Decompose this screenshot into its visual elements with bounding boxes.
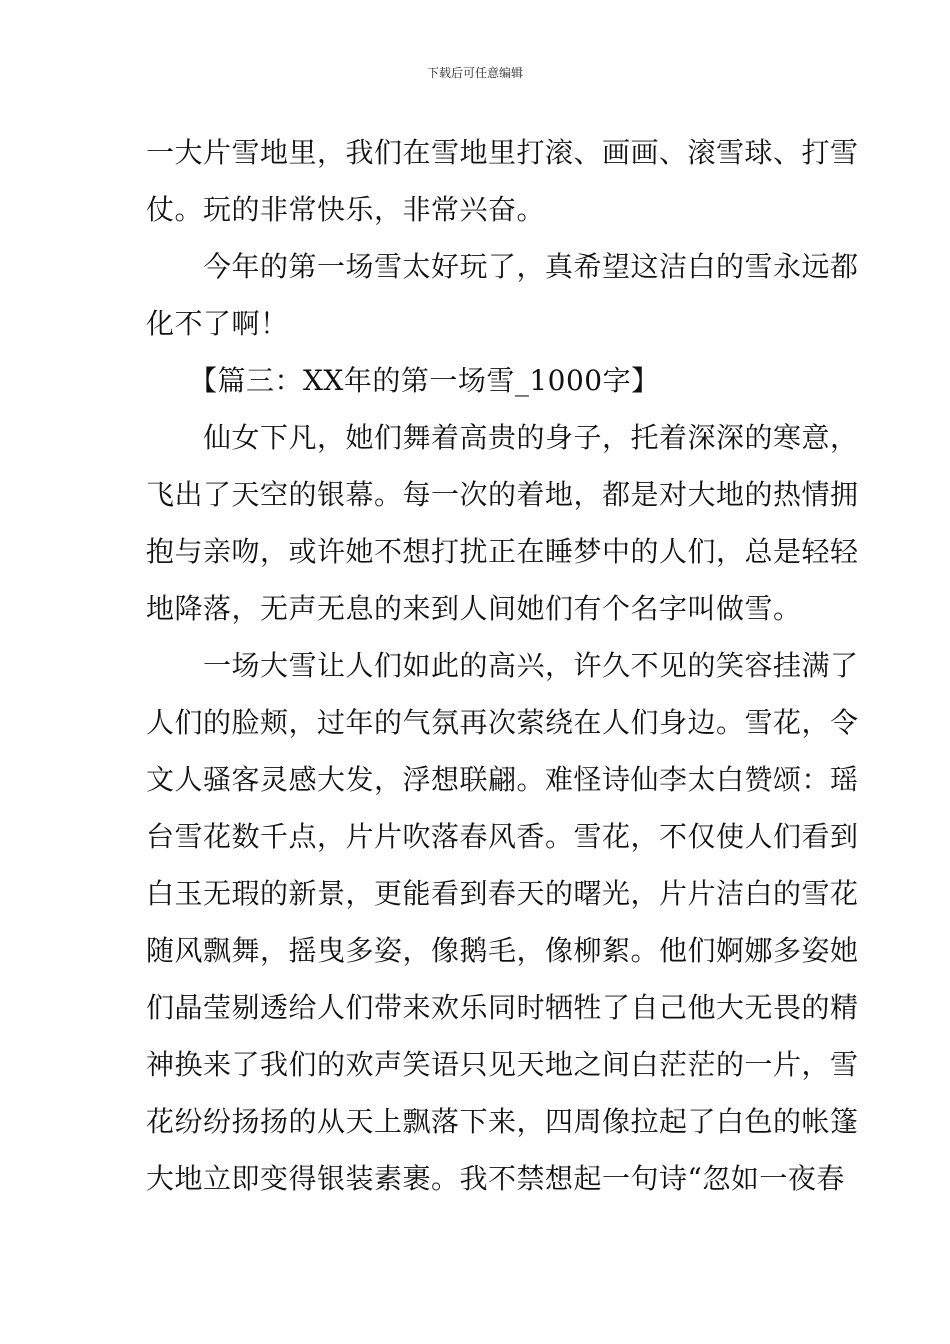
text-line: 仗。玩的非常快乐，非常兴奋。 — [146, 193, 546, 226]
text-line: 人们的脸颊，过年的气氛再次萦绕在人们身边。雪花，令 — [146, 706, 859, 739]
text-line: 一场大雪让人们如此的高兴，许久不见的笑容挂满了 — [146, 649, 859, 682]
text-line: 白玉无瑕的新景，更能看到春天的曙光，片片洁白的雪花 — [146, 877, 859, 910]
text-line: 化不了啊！ — [146, 307, 289, 340]
text-line: 神换来了我们的欢声笑语只见天地之间白茫茫的一片，雪 — [146, 1048, 859, 1081]
text-line: 飞出了天空的银幕。每一次的着地，都是对大地的热情拥 — [146, 478, 859, 511]
page-header: 下载后可任意编辑 — [426, 66, 523, 80]
text-line: 一大片雪地里，我们在雪地里打滚、画画、滚雪球、打雪 — [146, 136, 859, 169]
text-line: 文人骚客灵感大发，浮想联翩。难怪诗仙李太白赞颂：瑶 — [146, 763, 859, 796]
section-heading: 【篇三：XX年的第一场雪_1000字】 — [146, 364, 660, 397]
text-line: 大地立即变得银装素裹。我不禁想起一句诗“忽如一夜春 — [146, 1162, 845, 1195]
text-line: 仙女下凡，她们舞着高贵的身子，托着深深的寒意， — [146, 421, 859, 454]
text-line: 抱与亲吻，或许她不想打扰正在睡梦中的人们，总是轻轻 — [146, 535, 859, 568]
text-line: 地降落，无声无息的来到人间她们有个名字叫做雪。 — [146, 592, 802, 625]
text-line: 台雪花数千点，片片吹落春风香。雪花，不仅使人们看到 — [146, 820, 859, 853]
text-line: 今年的第一场雪太好玩了，真希望这洁白的雪永远都 — [146, 250, 859, 283]
text-line: 们晶莹剔透给人们带来欢乐同时牺牲了自己他大无畏的精 — [146, 991, 859, 1024]
text-line: 花纷纷扬扬的从天上飘落下来，四周像拉起了白色的帐篷 — [146, 1105, 859, 1138]
text-line: 随风飘舞，摇曳多姿，像鹅毛，像柳絮。他们婀娜多姿她 — [146, 934, 859, 967]
